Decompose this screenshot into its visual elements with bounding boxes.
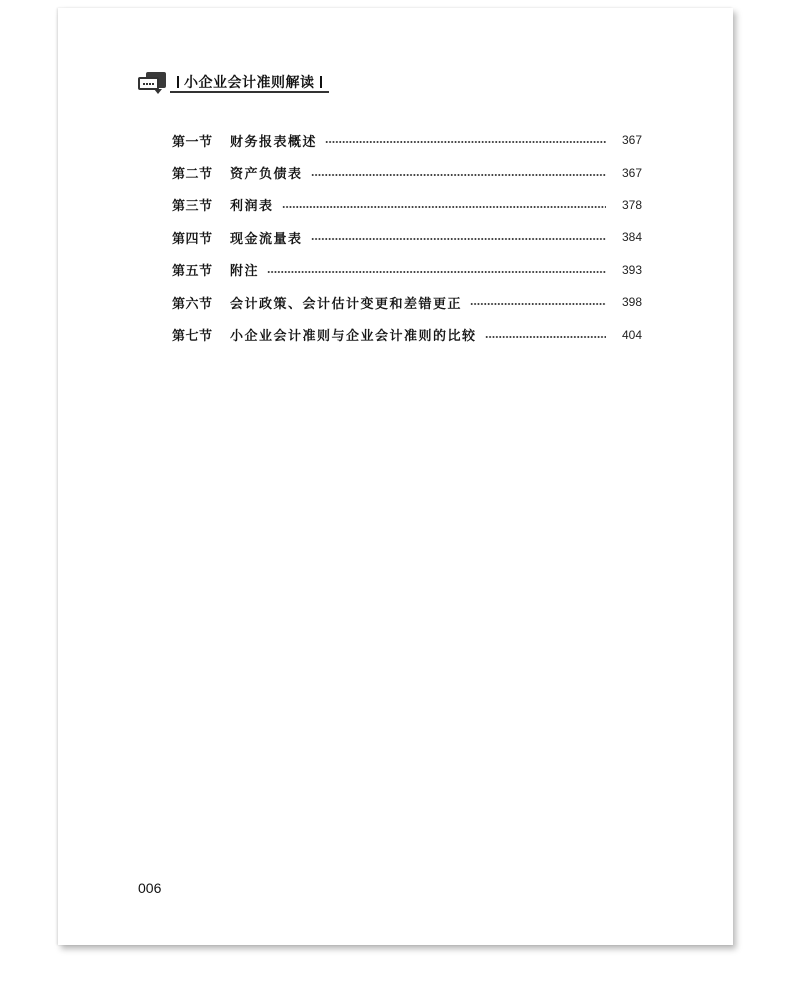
toc-section-title: 资产负债表 — [230, 167, 303, 183]
toc-section-title: 小企业会计准则与企业会计准则的比较 — [230, 329, 477, 345]
dot-leader — [325, 141, 606, 143]
toc-entry[interactable] — [172, 286, 642, 318]
toc-page-number: 367 — [621, 165, 642, 180]
toc-entry[interactable] — [172, 221, 642, 253]
dot-leader — [311, 174, 606, 176]
toc-section-title: 附注 — [230, 264, 260, 280]
toc-page-number: 404 — [621, 327, 642, 342]
running-head-title: 小企业会计准则解读 — [184, 75, 315, 91]
dot-leader — [470, 303, 606, 305]
toc-section-number: 第七节 — [172, 329, 213, 345]
table-of-contents — [172, 124, 642, 351]
running-head-title-box — [170, 73, 329, 93]
toc-entry[interactable] — [172, 156, 642, 188]
toc-entry[interactable] — [172, 189, 642, 221]
toc-page-number: 367 — [621, 133, 642, 148]
toc-page-number: 378 — [621, 197, 642, 212]
toc-section-title: 会计政策、会计估计变更和差错更正 — [230, 296, 463, 312]
toc-section-number: 第五节 — [172, 264, 213, 280]
toc-section-number: 第三节 — [172, 199, 213, 215]
running-head — [138, 72, 329, 94]
book-page — [58, 8, 733, 945]
toc-section-number: 第一节 — [172, 134, 213, 150]
toc-page-number: 398 — [621, 295, 642, 310]
title-bar-left — [177, 76, 179, 88]
toc-section-title: 财务报表概述 — [230, 134, 318, 150]
toc-page-number: 393 — [621, 262, 642, 277]
toc-entry[interactable] — [172, 318, 642, 350]
dot-leader — [311, 238, 606, 240]
toc-section-title: 利润表 — [230, 199, 274, 215]
toc-section-number: 第二节 — [172, 167, 213, 183]
toc-section-number: 第四节 — [172, 231, 213, 247]
toc-page-number: 384 — [621, 230, 642, 245]
title-bar-right — [320, 76, 322, 88]
toc-entry[interactable] — [172, 254, 642, 286]
toc-section-number: 第六节 — [172, 296, 213, 312]
toc-section-title: 现金流量表 — [230, 231, 303, 247]
dot-leader — [267, 271, 606, 273]
dot-leader — [485, 336, 606, 338]
speech-bubble-icon — [138, 72, 168, 94]
dot-leader — [282, 206, 606, 208]
toc-entry[interactable] — [172, 124, 642, 156]
page-number: 006 — [138, 880, 162, 896]
